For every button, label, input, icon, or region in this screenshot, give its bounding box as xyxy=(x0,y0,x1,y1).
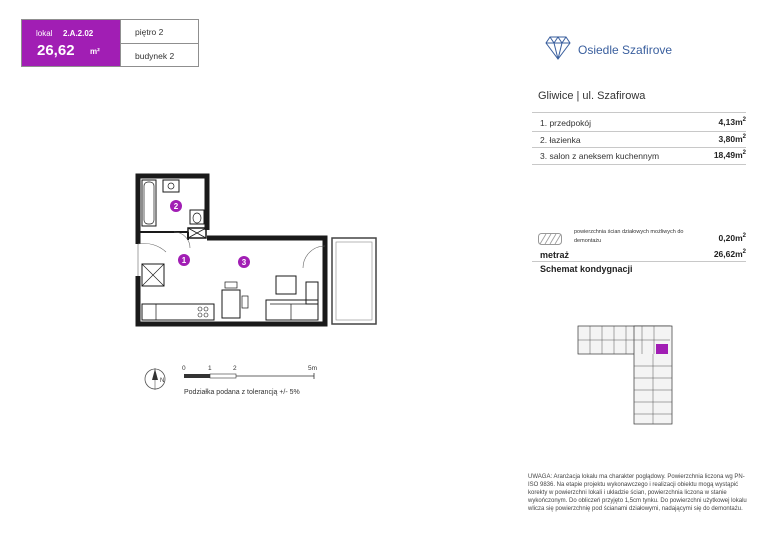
partitions-label-line2: demontażu xyxy=(574,238,602,244)
unit-label: lokal xyxy=(36,29,53,38)
table-divider xyxy=(532,261,746,262)
room-row xyxy=(532,132,746,148)
building-label: budynek 2 xyxy=(135,51,175,61)
unit-area-box xyxy=(22,20,120,66)
unit-area-unit: m² xyxy=(90,47,100,56)
scale-bar xyxy=(180,362,320,384)
total-area: $26,62m^2$ xyxy=(713,249,746,259)
room-marker-3: 3 xyxy=(241,258,247,267)
disclaimer: UWAGA: Aranżacja lokalu ma charakter poglądowy. Powierzchnia liczona wg PN-ISO 9836. Na etapie projektu wykonawczego i realizacji obiektu mogą wystąpić korekty w powierzchni lokali i układzie ścian, powierzchnia liczona w stanie wykończonym. Do obliczeń przyjęto 1,5cm tynku. Do powierzchni użytkowej lokalu wlicza się powierzchnię pod ścianami działowymi, nadającymi się do demontażu. xyxy=(528,474,747,512)
floor-label: piętro 2 xyxy=(135,27,164,37)
address: Gliwice | ul. Szafirowa xyxy=(538,90,646,102)
room-marker-1: 1 xyxy=(181,256,187,265)
room-area: $4,13m^2$ xyxy=(718,117,746,127)
table-divider xyxy=(532,164,746,165)
hatch-pattern-icon xyxy=(538,233,562,245)
scale-tick-label: 1 xyxy=(208,365,212,372)
unit-highlight xyxy=(656,344,668,354)
scale-tick-label: 2 xyxy=(233,365,237,372)
scale-tick-label: 0 xyxy=(182,365,186,372)
floor-plan xyxy=(130,172,382,330)
partitions-label-line1: powierzchnia ścian działowych możliwych do xyxy=(574,229,684,235)
building-schematic xyxy=(576,324,686,429)
room-row xyxy=(532,113,746,131)
schematic-title: Schemat kondygnacji xyxy=(540,264,633,274)
room-area: $18,49m^2$ xyxy=(713,150,746,160)
room-marker-2: 2 xyxy=(173,202,179,211)
unit-area-value: 26,62 xyxy=(37,42,75,59)
partitions-area: $0,20m^2$ xyxy=(718,233,746,243)
brand-name: Osiedle Szafirove xyxy=(578,43,673,57)
scale-note: Podziałka podana z tolerancją +/- 5% xyxy=(184,389,300,396)
header-divider xyxy=(121,43,198,44)
scale-tick-label: 5m xyxy=(308,365,318,372)
north-compass-icon xyxy=(142,366,168,392)
room-label: 1. przedpokój xyxy=(540,118,592,128)
north-label: N xyxy=(160,378,165,384)
room-row xyxy=(532,148,746,164)
room-label: 2. łazienka xyxy=(540,135,581,145)
unit-code: 2.A.2.02 xyxy=(63,29,94,38)
unit-header xyxy=(21,19,199,67)
room-area: $3,80m^2$ xyxy=(718,134,746,144)
diamond-logo-icon xyxy=(545,33,571,61)
total-label: metraż xyxy=(540,250,570,260)
room-label: 3. salon z aneksem kuchennym xyxy=(540,151,660,161)
